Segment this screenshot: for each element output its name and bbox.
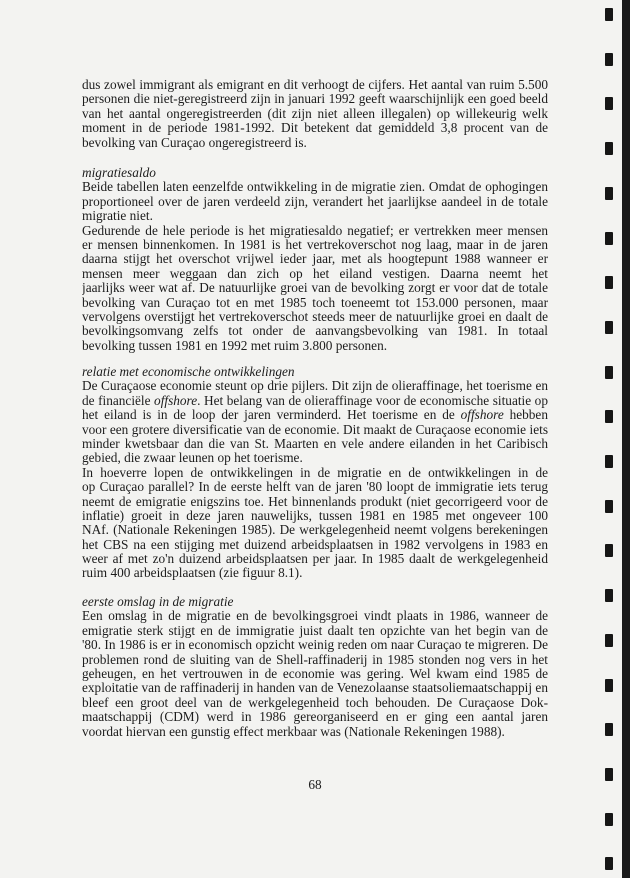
index-mark [605,97,613,110]
text-line: geheugen, en het vertrouwen in de economie was gering. Wel kwam eind 1985 de [82,666,548,681]
text-line: bevolking van Curaçao tot en met 1985 toch toeneemt tot 153.000 personen, maar [82,295,548,310]
text-line: Gedurende de hele periode is het migratiesaldo negatief; er vertrekken meer mensen [82,223,548,238]
text-line: '80. In 1986 is er in economisch opzicht weinig reden om naar Curaçao te migreren. De [82,638,548,653]
index-mark [605,321,613,334]
section-heading: eerste omslag in de migratie [82,594,234,609]
text-line: neemt de emigratie enigszins toe. Het binnenlands produkt (niet gecorrigeerd voor de [82,494,548,509]
paragraph-intro [82,78,548,150]
text-line: van het aantal ongeregistreerden (dit zijn niet alleen illegalen) op willekeurig welk [82,106,548,121]
text-line: Een omslag in de migratie en de bevolkingsgroei vindt plaats in 1986, wanneer de [82,609,548,624]
text-line: Beide tabellen laten eenzelfde ontwikkeling in de migratie zien. Omdat de ophogingen [82,180,548,195]
index-mark [605,500,613,513]
index-mark [605,634,613,647]
text-line: minder kwetsbaar dan die van St. Maarten en vele andere eilanden in het Caribisch [82,436,548,451]
italic-term: offshore [154,393,198,408]
text-line: gebied, die zwaar leunen op het toerisme. [82,450,303,466]
section-migratiesaldo [82,166,548,353]
text-line: daarna stijgt het overschot vrijwel ieder jaar, met als hoogtepunt 1988 wanneer er [82,252,548,267]
text-line: bevolkingsomvang zelfs tot onder de aanvangsbevolking van 1981. In totaal [82,324,548,339]
text-line: voor een grotere diversificatie van de economie. Dit maakt de Curaçaose economie iets [82,422,548,437]
italic-term: offshore [460,408,504,423]
text-line: maatschappij (CDM) werd in 1986 gereorganiseerd en er ging een aantal jaren [82,710,548,725]
text-line: proportioneel over de jaren verdeeld zijn, verandert het jaarlijkse aandeel in de totale [82,194,548,209]
text-line: bleef een groot deel van de werkgelegenheid toch behouden. De Curaçaose Dok- [82,695,548,710]
index-mark [605,589,613,602]
text-line: problemen rond de sluiting van de Shell-raffinaderij in 1985 stonden nog vers in het [82,652,548,667]
section-heading: relatie met economische ontwikkelingen [82,364,295,379]
index-mark [605,723,613,736]
text-line: ruim 400 arbeidsplaatsen (zie figuur 8.1). [82,565,303,581]
text-line: migratie niet. [82,208,153,224]
index-mark [605,276,613,289]
text-line: emigratie sterk stijgt en de immigratie juist daalt ten opzichte van het begin van de [82,623,548,638]
text-line: inflatie) groeit in deze jaren nauwelijks, tussen 1981 en 1985 met ongeveer 100 [82,508,548,523]
text-line: NAf. (Nationale Rekeningen 1985). De werkgelegenheid neemt volgens berekeningen [82,523,548,538]
index-mark [605,768,613,781]
text-line: bevolking van Curaçao ongeregistreerd is. [82,134,307,150]
index-mark [605,187,613,200]
text-line: exploitatie van de raffinaderij in handen van de Venezolaanse staatsoliemaatschappij en [82,681,548,696]
text-line: er mensen binnenkomen. In 1981 is het vertrekoverschot nog laag, maar in de jaren [82,237,548,252]
index-mark [605,142,613,155]
text-line: het CBS na een stijging met duizend arbeidsplaatsen in 1982 vervolgens in 1983 en [82,537,548,552]
index-mark [605,455,613,468]
text-line: bevolking tussen 1981 en 1992 met ruim 3.800 personen. [82,337,388,353]
text-segment: . Het belang van de olieraffinage voor de economische situatie op [197,393,548,408]
text-line: dus zowel immigrant als emigrant en dit verhoogt de cijfers. Het aantal van ruim 5.500 [82,78,548,92]
page-number: 68 [308,777,322,792]
index-mark [605,366,613,379]
index-mark [605,544,613,557]
text-line [82,394,548,408]
index-mark [605,679,613,692]
text-line: moment in de periode 1981-1992. Dit betekent dat gemiddeld 3,8 procent van de [82,121,548,136]
text-line: In hoeverre lopen de ontwikkelingen in de migratie en de ontwikkelingen in de [82,465,548,480]
text-line: op Curaçao parallel? In de eerste helft van de jaren '80 loopt de immigratie iets terug [82,480,548,495]
index-mark [605,857,613,870]
index-mark [605,8,613,21]
index-mark [605,410,613,423]
text-line: voordat hiervan een gunstig effect merkbaar was (Nationale Rekeningen 1988). [82,723,505,739]
index-mark [605,813,613,826]
index-mark [605,53,613,66]
text-segment: het eiland is in de loop der jaren verminderd. Het toerisme en de [82,408,461,423]
section-economische-ontwikkelingen [82,365,548,581]
text-line: mensen meer weggaan dan zich op het eiland vestigen. Daarna neemt het [82,266,548,281]
text-line: weer af met zo'n duizend arbeidsplaatsen per jaar. In 1985 daalt de werkgelegenheid [82,552,548,567]
text-line [82,408,548,422]
text-line: vervolgens overstijgt het vertrekoverschot steeds meer de natuurlijke groei en daalt de [82,309,548,324]
text-line: personen die niet-geregistreerd zijn in januari 1992 geeft waarschijnlijk een goed beeld [82,92,548,107]
text-line: jaarlijks weer wat af. De natuurlijke groei van de bevolking zorgt er voor dat de totale [82,281,548,296]
text-line: De Curaçaose economie steunt op drie pijlers. Dit zijn de olieraffinage, het toerisme en [82,379,548,394]
section-eerste-omslag [82,595,548,739]
index-mark [605,232,613,245]
text-segment: hebben [509,408,548,423]
text-segment: de financiële [82,393,155,408]
section-heading: migratiesaldo [82,165,156,180]
